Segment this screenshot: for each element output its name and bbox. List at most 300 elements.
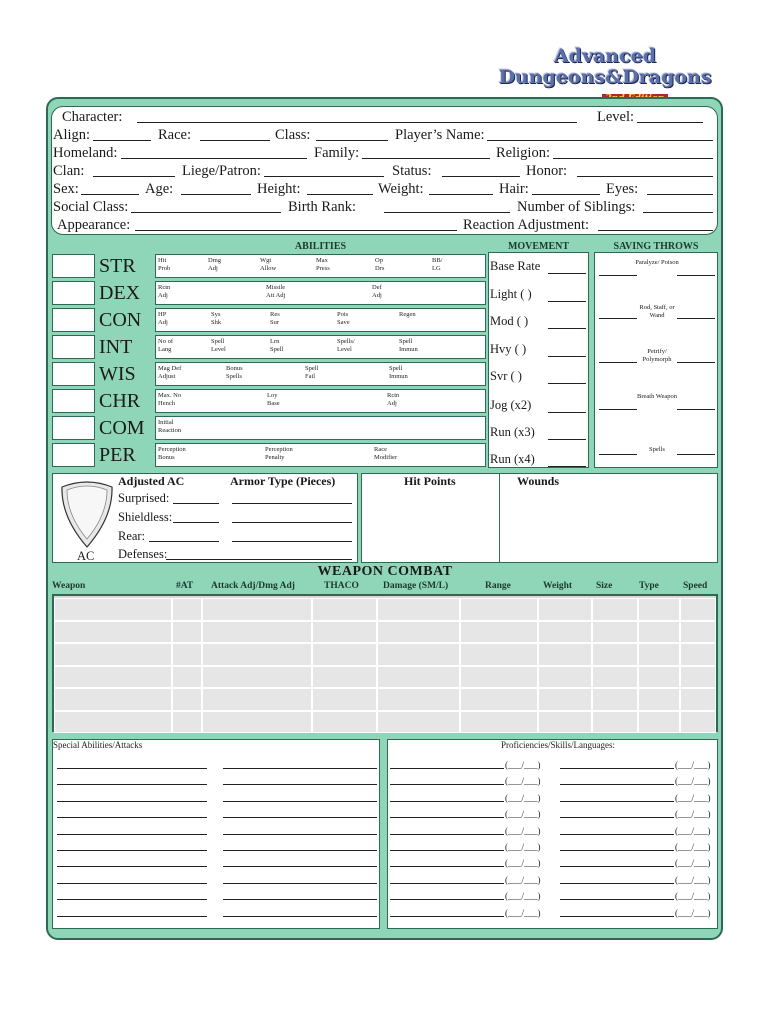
proficiency-slots[interactable]: (___/___): [675, 842, 711, 852]
siblings-label: Number of Siblings:: [517, 199, 636, 215]
proficiency-line[interactable]: [560, 801, 674, 802]
wounds-label: Wounds: [517, 474, 560, 488]
com-sub-row[interactable]: [155, 416, 486, 440]
col-range: Range: [485, 581, 511, 591]
religion-label: Religion:: [496, 145, 550, 161]
per-sub-row[interactable]: [155, 443, 486, 467]
movement-hvy-label: Hvy ( ): [490, 342, 527, 356]
movement-svr-label: Svr ( ): [490, 369, 522, 383]
save-spells[interactable]: [595, 446, 719, 474]
weapon-cell[interactable]: [312, 711, 377, 734]
dex-sub-row[interactable]: [155, 281, 486, 305]
appearance-label: Appearance:: [57, 217, 131, 233]
shieldless-field[interactable]: [118, 510, 172, 524]
weapon-cell[interactable]: [680, 666, 716, 689]
shieldless-label: Shieldless:: [118, 510, 173, 524]
wounds-box[interactable]: [500, 489, 717, 562]
col-type: Type: [639, 581, 659, 591]
con-sub-row[interactable]: [155, 308, 486, 332]
wis-sub-row[interactable]: [155, 362, 486, 386]
special-ability-line[interactable]: [223, 850, 377, 851]
col-thaco: THACO: [324, 581, 359, 591]
weapon-cell[interactable]: [172, 666, 202, 689]
weight-field[interactable]: [378, 180, 493, 198]
per-sub-race-modifier: Race Modifier: [374, 446, 398, 461]
weapon-cell[interactable]: [538, 643, 592, 666]
hit-points-box[interactable]: [362, 489, 499, 562]
row-homeland: [52, 144, 719, 162]
movement-run-x4[interactable]: [489, 451, 590, 467]
dex-score-box[interactable]: [52, 281, 95, 305]
special-abilities-title: Special Abilities/Attacks: [53, 740, 143, 750]
proficiency-line[interactable]: [390, 866, 504, 867]
str-score-box[interactable]: [52, 254, 95, 278]
special-ability-line[interactable]: [57, 850, 207, 851]
proficiency-line[interactable]: [390, 817, 504, 818]
proficiency-slots[interactable]: (___/___): [505, 907, 541, 918]
col-damage: Damage (SM/L): [383, 581, 449, 591]
dex-label: DEX: [99, 282, 141, 304]
per-sub-perception-penalty: Perception Penalty: [265, 446, 293, 461]
proficiency-line[interactable]: [390, 899, 504, 900]
weapon-cell[interactable]: [680, 598, 716, 621]
social-class-label: Social Class:: [53, 199, 129, 215]
proficiency-slots[interactable]: (___/___): [505, 874, 541, 885]
proficiency-line[interactable]: [560, 817, 674, 818]
chr-score-box[interactable]: [52, 389, 95, 413]
weapon-cell[interactable]: [538, 711, 592, 734]
wis-score-box[interactable]: [52, 362, 95, 386]
save-breath-weapon[interactable]: [595, 393, 719, 421]
weight-label: Weight:: [378, 181, 424, 197]
armor-type-line-1[interactable]: [232, 503, 352, 504]
weapon-cell[interactable]: [377, 621, 460, 644]
row-align: [52, 126, 719, 144]
wis-sub-mag-def-adjust: Mag Def Adjust: [158, 365, 182, 380]
wis-sub-spell-immun: Spell Immun: [389, 365, 408, 380]
appearance-field[interactable]: [57, 216, 457, 234]
save-paralyze-poison[interactable]: [595, 259, 719, 287]
defenses-label: Defenses:: [118, 547, 168, 561]
special-ability-line[interactable]: [57, 916, 207, 917]
com-score-box[interactable]: [52, 416, 95, 440]
chr-sub-max-hench: Max. No Hench: [158, 392, 182, 407]
weapon-cell[interactable]: [638, 666, 680, 689]
chr-sub-rctn-adj: Rctn Adj: [387, 392, 400, 407]
special-ability-line[interactable]: [223, 801, 377, 802]
save-petrify-polymorph[interactable]: [595, 348, 719, 376]
proficiency-line[interactable]: [560, 899, 674, 900]
reaction-adjustment-label: Reaction Adjustment:: [463, 217, 590, 233]
weapon-cell[interactable]: [377, 666, 460, 689]
weapon-cell[interactable]: [202, 598, 312, 621]
save-rod-staff-wand[interactable]: [595, 304, 719, 332]
proficiency-line[interactable]: [390, 916, 504, 917]
str-sub-row[interactable]: [155, 254, 486, 278]
family-field[interactable]: [314, 144, 490, 162]
proficiency-slots[interactable]: (___/___): [505, 792, 541, 803]
con-sub-regen: Regen: [399, 311, 416, 318]
weapon-combat-title: WEAPON COMBAT: [317, 564, 453, 579]
int-sub-no-of-lang: No of Lang: [158, 338, 173, 353]
chr-sub-row[interactable]: [155, 389, 486, 413]
weapon-cell[interactable]: [638, 711, 680, 734]
race-label: Race:: [158, 127, 192, 143]
weapon-cell[interactable]: [202, 643, 312, 666]
special-ability-line[interactable]: [57, 801, 207, 802]
col-speed: Speed: [683, 581, 708, 591]
weapon-cell[interactable]: [460, 666, 538, 689]
weapon-cell[interactable]: [638, 688, 680, 711]
special-ability-line[interactable]: [57, 784, 207, 785]
col-attack-adj: Attack Adj/Dmg Adj: [211, 581, 295, 591]
con-sub-pois-save: Pois Save: [337, 311, 350, 326]
weapon-cell[interactable]: [592, 598, 638, 621]
special-ability-line[interactable]: [223, 866, 377, 867]
proficiency-line[interactable]: [390, 850, 504, 851]
weapon-cell[interactable]: [460, 643, 538, 666]
adjusted-ac-label: Adjusted AC: [118, 474, 185, 488]
shield-icon: [59, 477, 115, 549]
sex-label: Sex:: [53, 181, 79, 197]
proficiency-slots[interactable]: (___/___): [675, 776, 711, 787]
weapon-cell[interactable]: [538, 688, 592, 711]
social-class-field[interactable]: [53, 198, 281, 216]
special-ability-line[interactable]: [223, 883, 377, 884]
weapon-cell[interactable]: [680, 643, 716, 666]
movement-jog[interactable]: [489, 397, 590, 413]
weapon-cell[interactable]: [460, 711, 538, 734]
movement-mod[interactable]: [489, 313, 590, 329]
str-sub-op-drs: Op Drs: [375, 257, 385, 272]
weapon-cell[interactable]: [202, 621, 312, 644]
movement-header: MOVEMENT: [507, 241, 570, 252]
row-sex: [52, 180, 719, 198]
level-field[interactable]: [597, 108, 703, 126]
homeland-label: Homeland:: [53, 145, 118, 161]
weapon-cell[interactable]: [312, 666, 377, 689]
weapon-cell[interactable]: [592, 688, 638, 711]
con-sub-res-sur: Res Sur: [270, 311, 280, 326]
hit-points-label: Hit Points: [404, 474, 456, 488]
proficiency-slots[interactable]: (___/___): [505, 809, 541, 820]
family-label: Family:: [314, 145, 360, 161]
row-character: [52, 108, 719, 126]
con-sub-sys-shk: Sys Shk: [211, 311, 222, 326]
weapon-cell[interactable]: [377, 688, 460, 711]
chr-sub-loy-base: Loy Base: [267, 392, 280, 407]
status-field[interactable]: [392, 162, 520, 180]
special-ability-line[interactable]: [223, 834, 377, 835]
dex-sub-rctn-adj: Rctn Adj: [158, 284, 171, 299]
proficiency-slots[interactable]: (___/___): [675, 809, 711, 820]
col-weight: Weight: [543, 581, 573, 591]
height-label: Height:: [257, 181, 301, 197]
weapon-cell[interactable]: [54, 666, 172, 689]
weapon-combat-table: [52, 594, 718, 732]
movement-base-rate[interactable]: [489, 258, 590, 274]
proficiency-slots[interactable]: (___/___): [505, 825, 541, 836]
weapon-cell[interactable]: [638, 598, 680, 621]
weapon-cell[interactable]: [172, 598, 202, 621]
weapon-cell[interactable]: [54, 598, 172, 621]
weapon-cell[interactable]: [680, 621, 716, 644]
save-petrify-polymorph-label: Petrify/ Polymorph: [642, 348, 672, 363]
movement-hvy[interactable]: [489, 341, 590, 357]
int-sub-spell-immun: Spell Immun: [399, 338, 418, 353]
clan-label: Clan:: [53, 163, 85, 179]
weapon-cell[interactable]: [202, 711, 312, 734]
special-ability-line[interactable]: [57, 866, 207, 867]
clan-field[interactable]: [53, 162, 175, 180]
weapon-cell[interactable]: [54, 643, 172, 666]
siblings-field[interactable]: [517, 198, 713, 216]
weapon-cell[interactable]: [638, 643, 680, 666]
player-name-label: Player’s Name:: [395, 127, 485, 143]
birth-rank-field[interactable]: [288, 198, 510, 216]
str-sub-dmg-adj: Dmg Adj: [208, 257, 221, 272]
class-label: Class:: [275, 127, 311, 143]
special-ability-line[interactable]: [223, 768, 377, 769]
movement-light[interactable]: [489, 286, 590, 302]
hit-points-wounds-panel: [361, 473, 718, 563]
special-ability-line[interactable]: [223, 916, 377, 917]
saving-throws-panel: [594, 252, 718, 468]
weapon-cell[interactable]: [680, 711, 716, 734]
per-score-box[interactable]: [52, 443, 95, 467]
defenses-field[interactable]: [118, 547, 167, 561]
com-label: COM: [99, 417, 145, 439]
proficiency-line[interactable]: [560, 883, 674, 884]
logo-dungeons-dragons-text: Dungeons&Dragons: [498, 66, 712, 88]
age-field[interactable]: [145, 180, 251, 198]
proficiency-slots[interactable]: (___/___): [675, 858, 711, 869]
surprised-field[interactable]: [118, 491, 169, 505]
row-appearance: [52, 216, 719, 234]
movement-run-x3-label: Run (x3): [490, 425, 535, 439]
weapon-cell[interactable]: [172, 643, 202, 666]
player-name-field[interactable]: [395, 126, 713, 144]
int-sub-row[interactable]: [155, 335, 486, 359]
ac-label: AC: [77, 549, 95, 563]
movement-panel: [488, 252, 589, 468]
int-label: INT: [99, 336, 133, 358]
proficiency-line[interactable]: [390, 883, 504, 884]
character-field[interactable]: [62, 108, 577, 126]
str-sub-max-press: Max Press: [316, 257, 330, 272]
col-at: #AT: [176, 581, 194, 591]
str-label: STR: [99, 255, 136, 277]
movement-mod-label: Mod ( ): [490, 314, 529, 328]
weapon-cell[interactable]: [54, 711, 172, 734]
surprised-label: Surprised:: [118, 491, 170, 505]
wis-sub-spell-fail: Spell Fail: [305, 365, 319, 380]
weapon-cell[interactable]: [538, 666, 592, 689]
proficiency-line[interactable]: [560, 916, 674, 917]
proficiency-slots[interactable]: (___/___): [675, 825, 711, 836]
con-label: CON: [99, 309, 142, 331]
proficiency-line[interactable]: [390, 801, 504, 802]
proficiency-slots[interactable]: (___/___): [675, 891, 711, 902]
weapon-cell[interactable]: [538, 621, 592, 644]
movement-svr[interactable]: [489, 368, 590, 384]
movement-run-x3[interactable]: [489, 424, 590, 440]
weapon-cell[interactable]: [377, 711, 460, 734]
armor-class-panel: [52, 473, 358, 563]
per-sub-perception-bonus: Perception Bonus: [158, 446, 186, 461]
save-breath-weapon-label: Breath Weapon: [637, 393, 677, 400]
proficiencies-panel: [387, 739, 718, 929]
proficiency-slots[interactable]: (___/___): [505, 842, 541, 852]
age-label: Age:: [145, 181, 174, 197]
hair-field[interactable]: [499, 180, 600, 198]
weapon-cell[interactable]: [172, 711, 202, 734]
sex-field[interactable]: [53, 180, 139, 198]
weapon-cell[interactable]: [592, 643, 638, 666]
con-sub-hp-adj: HP Adj: [158, 311, 168, 326]
int-sub-spell-level: Spell Level: [211, 338, 226, 353]
special-abilities-panel: [52, 739, 380, 929]
save-paralyze-poison-label: Paralyze/ Poison: [635, 259, 679, 266]
com-sub-initial-reaction: Initial Reaction: [158, 419, 182, 434]
weapon-cell[interactable]: [460, 688, 538, 711]
chr-label: CHR: [99, 390, 141, 412]
str-sub-bb-lg: BB/ LG: [432, 257, 443, 272]
proficiencies-title: Proficiencies/Skills/Languages:: [501, 740, 615, 750]
religion-field[interactable]: [496, 144, 713, 162]
proficiency-line[interactable]: [560, 784, 674, 785]
weapon-cell[interactable]: [312, 621, 377, 644]
int-score-box[interactable]: [52, 335, 95, 359]
dex-sub-missile-att-adj: Missile Att Adj: [266, 284, 286, 299]
eyes-field[interactable]: [606, 180, 713, 198]
proficiency-line[interactable]: [390, 768, 504, 769]
weapon-cell[interactable]: [592, 621, 638, 644]
col-weapon: Weapon: [52, 581, 86, 591]
str-sub-hit-prob: Hit Prob: [158, 257, 171, 272]
wis-sub-bonus-spells: Bonus Spells: [226, 365, 243, 380]
race-field[interactable]: [158, 126, 270, 144]
weapon-cell[interactable]: [202, 688, 312, 711]
character-label: Character:: [62, 109, 123, 125]
liege-patron-label: Liege/Patron:: [182, 163, 261, 179]
proficiency-slots[interactable]: (___/___): [675, 792, 711, 803]
weapon-cell[interactable]: [460, 598, 538, 621]
weapon-cell[interactable]: [460, 621, 538, 644]
proficiency-slots[interactable]: (___/___): [675, 760, 711, 770]
weapon-cell[interactable]: [312, 643, 377, 666]
str-sub-wgt-allow: Wgt Allow: [260, 257, 277, 272]
movement-light-label: Light ( ): [490, 287, 532, 301]
reaction-adjustment-field[interactable]: [463, 216, 713, 234]
save-rod-staff-wand-label: Rod, Staff, or Wand: [639, 304, 675, 319]
proficiency-slots[interactable]: (___/___): [505, 776, 541, 787]
weapon-cell[interactable]: [680, 688, 716, 711]
weapon-cell[interactable]: [202, 666, 312, 689]
con-score-box[interactable]: [52, 308, 95, 332]
rear-field[interactable]: [118, 529, 145, 543]
proficiency-line[interactable]: [560, 850, 674, 851]
align-label: Align:: [53, 127, 91, 143]
weapon-cell[interactable]: [172, 688, 202, 711]
int-sub-lrn-spell: Lrn Spell: [270, 338, 284, 353]
class-field[interactable]: [275, 126, 388, 144]
proficiency-slots[interactable]: (___/___): [675, 874, 711, 885]
align-field[interactable]: [53, 126, 151, 144]
level-label: Level:: [597, 109, 635, 125]
weapon-cell[interactable]: [538, 598, 592, 621]
armor-type-line-3[interactable]: [232, 541, 352, 542]
special-ability-line[interactable]: [57, 817, 207, 818]
row-clan: [52, 162, 719, 180]
weapon-cell[interactable]: [592, 666, 638, 689]
weapon-cell[interactable]: [54, 621, 172, 644]
row-social: [52, 198, 719, 216]
proficiency-line[interactable]: [560, 834, 674, 835]
special-ability-line[interactable]: [223, 899, 377, 900]
character-info-panel: [51, 106, 718, 235]
proficiency-line[interactable]: [390, 834, 504, 835]
liege-patron-field[interactable]: [182, 162, 384, 180]
special-ability-line[interactable]: [57, 834, 207, 835]
proficiency-slots[interactable]: (___/___): [675, 907, 711, 918]
proficiency-line[interactable]: [560, 866, 674, 867]
height-field[interactable]: [257, 180, 373, 198]
abilities-header: ABILITIES: [294, 241, 347, 252]
armor-type-line-2[interactable]: [232, 522, 352, 523]
armor-type-label: Armor Type (Pieces): [230, 474, 336, 488]
save-spells-label: Spells: [649, 446, 665, 453]
weapon-cell[interactable]: [377, 643, 460, 666]
logo-advanced-text: Advanced: [553, 45, 657, 67]
proficiency-slots[interactable]: (___/___): [505, 891, 541, 902]
weapon-cell[interactable]: [312, 688, 377, 711]
special-ability-line[interactable]: [57, 883, 207, 884]
movement-run-x4-label: Run (x4): [490, 452, 535, 466]
birth-rank-label: Birth Rank:: [288, 199, 357, 215]
saving-throws-header: SAVING THROWS: [613, 241, 699, 252]
proficiency-line[interactable]: [390, 784, 504, 785]
honor-field[interactable]: [526, 162, 713, 180]
weapon-cell[interactable]: [54, 688, 172, 711]
weapon-cell[interactable]: [312, 598, 377, 621]
homeland-field[interactable]: [53, 144, 307, 162]
movement-jog-label: Jog (x2): [490, 398, 532, 412]
per-label: PER: [99, 444, 136, 466]
proficiency-slots[interactable]: (___/___): [505, 858, 541, 869]
weapon-cell[interactable]: [377, 598, 460, 621]
special-ability-line[interactable]: [223, 784, 377, 785]
honor-label: Honor:: [526, 163, 568, 179]
col-size: Size: [596, 581, 613, 591]
dex-sub-def-adj: Def Adj: [372, 284, 382, 299]
weapon-cell[interactable]: [592, 711, 638, 734]
weapon-cell[interactable]: [172, 621, 202, 644]
proficiency-slots[interactable]: (___/___): [505, 760, 541, 770]
special-ability-line[interactable]: [223, 817, 377, 818]
eyes-label: Eyes:: [606, 181, 639, 197]
weapon-cell[interactable]: [638, 621, 680, 644]
int-sub-spells-level: Spells/ Level: [337, 338, 355, 353]
hair-label: Hair:: [499, 181, 529, 197]
proficiency-line[interactable]: [560, 768, 674, 769]
rear-label: Rear:: [118, 529, 146, 543]
special-ability-line[interactable]: [57, 768, 207, 769]
wis-label: WIS: [99, 363, 136, 385]
status-label: Status:: [392, 163, 432, 179]
special-ability-line[interactable]: [57, 899, 207, 900]
movement-base-rate-label: Base Rate: [490, 259, 541, 273]
